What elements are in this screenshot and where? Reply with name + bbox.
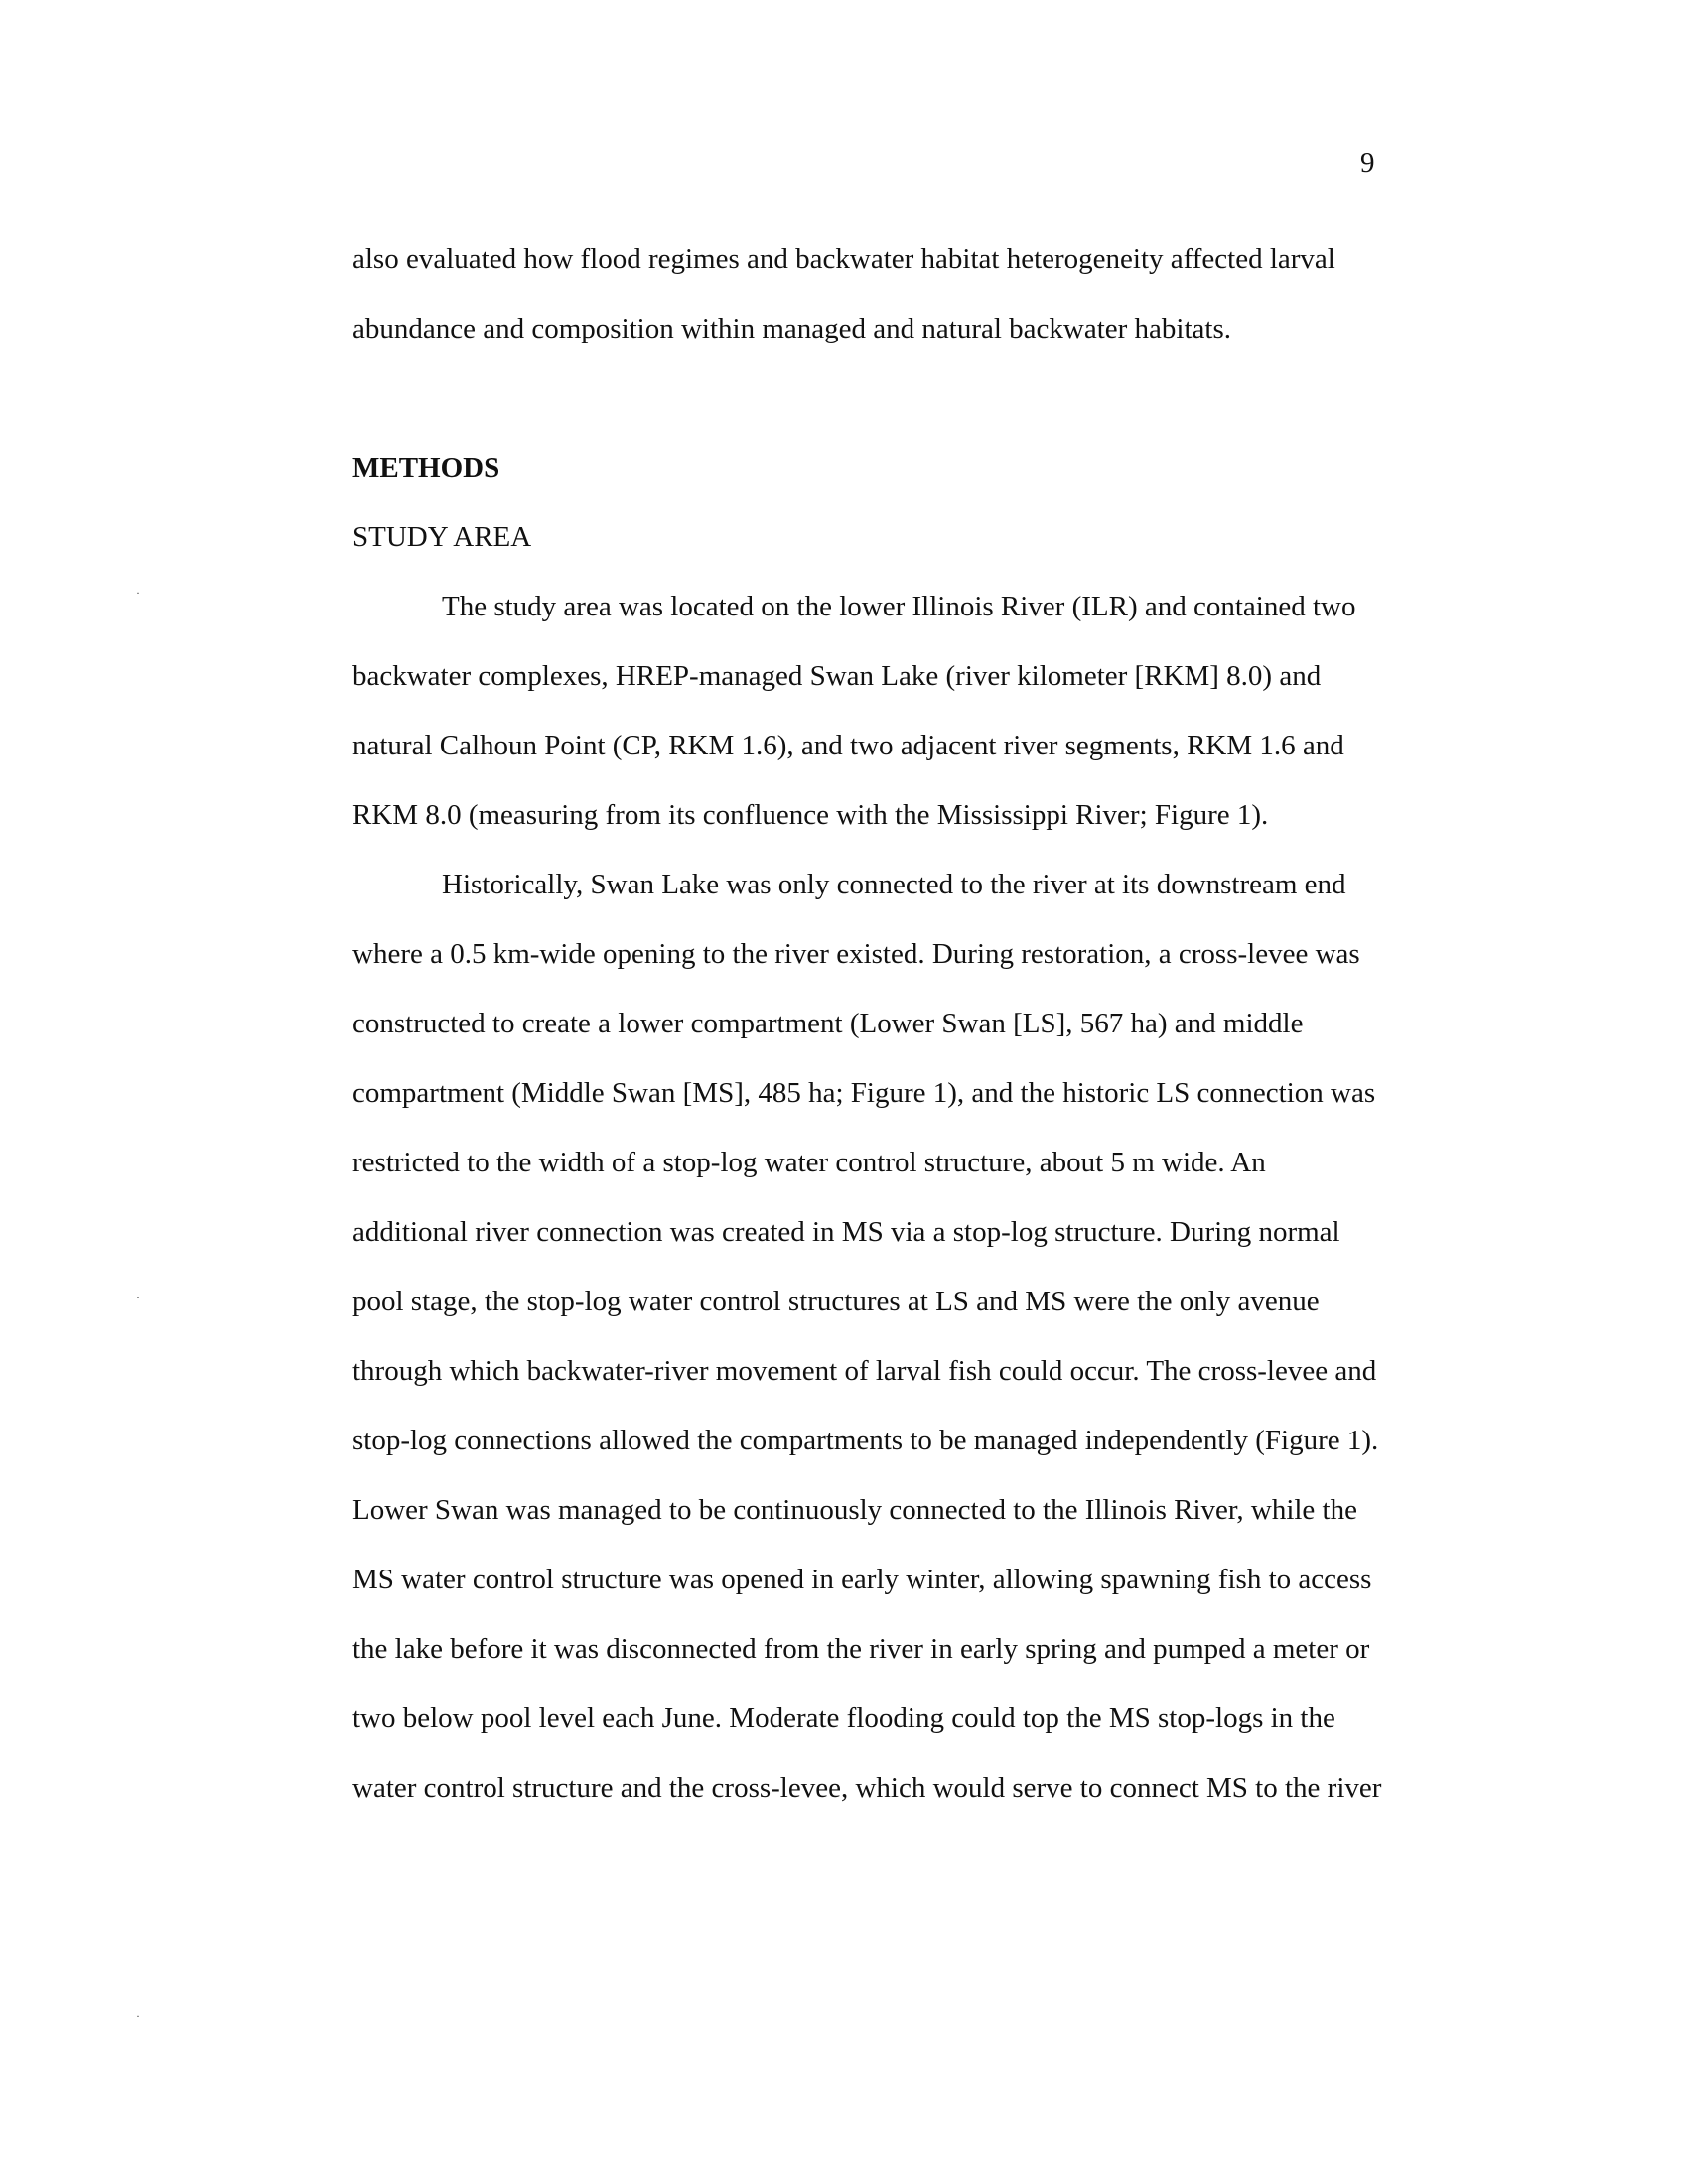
text-line: also evaluated how flood regimes and backwater habitat heterogeneity affected larval	[352, 243, 1335, 275]
margin-mark: ·	[136, 586, 140, 600]
text-line: abundance and composition within managed and natural backwater habitats.	[352, 313, 1232, 344]
text-line: constructed to create a lower compartment (Lower Swan [LS], 567 ha) and middle	[352, 1008, 1304, 1039]
text-line: Historically, Swan Lake was only connected to the river at its downstream end	[442, 869, 1346, 900]
text-line: the lake before it was disconnected from the river in early spring and pumped a meter or	[352, 1633, 1370, 1665]
document-body	[352, 224, 1435, 1823]
text-line: through which backwater-river movement of larval fish could occur. The cross-levee and	[352, 1355, 1377, 1387]
paragraph-history	[352, 850, 1435, 1823]
text-line: stop-log connections allowed the compartments to be managed independently (Figure 1).	[352, 1425, 1379, 1456]
text-line: natural Calhoun Point (CP, RKM 1.6), and two adjacent river segments, RKM 1.6 and	[352, 730, 1344, 761]
text-line: additional river connection was created in MS via a stop-log structure. During normal	[352, 1216, 1340, 1248]
text-line: water control structure and the cross-levee, which would serve to connect MS to the river	[352, 1772, 1382, 1804]
text-line: pool stage, the stop-log water control structures at LS and MS were the only avenue	[352, 1286, 1320, 1317]
page-number: 9	[1360, 147, 1375, 179]
margin-mark: ·	[136, 1291, 140, 1304]
text-line: compartment (Middle Swan [MS], 485 ha; Figure 1), and the historic LS connection was	[352, 1077, 1376, 1109]
text-line: Lower Swan was managed to be continuously connected to the Illinois River, while the	[352, 1494, 1357, 1526]
intro-paragraph	[352, 224, 1435, 363]
margin-mark: ·	[136, 2009, 140, 2023]
text-line: backwater complexes, HREP-managed Swan Lake (river kilometer [RKM] 8.0) and	[352, 660, 1322, 692]
text-line: restricted to the width of a stop-log water control structure, about 5 m wide. An	[352, 1147, 1266, 1178]
text-line: where a 0.5 km-wide opening to the river existed. During restoration, a cross-levee was	[352, 938, 1360, 970]
text-line: The study area was located on the lower Illinois River (ILR) and contained two	[442, 591, 1356, 622]
text-line: two below pool level each June. Moderate flooding could top the MS stop-logs in the	[352, 1703, 1335, 1734]
text-line: RKM 8.0 (measuring from its confluence with the Mississippi River; Figure 1).	[352, 799, 1269, 831]
section-heading: METHODS	[352, 452, 500, 483]
paragraph-study-area	[352, 572, 1435, 850]
subsection-heading: STUDY AREA	[352, 521, 532, 553]
text-line: MS water control structure was opened in early winter, allowing spawning fish to access	[352, 1564, 1372, 1595]
